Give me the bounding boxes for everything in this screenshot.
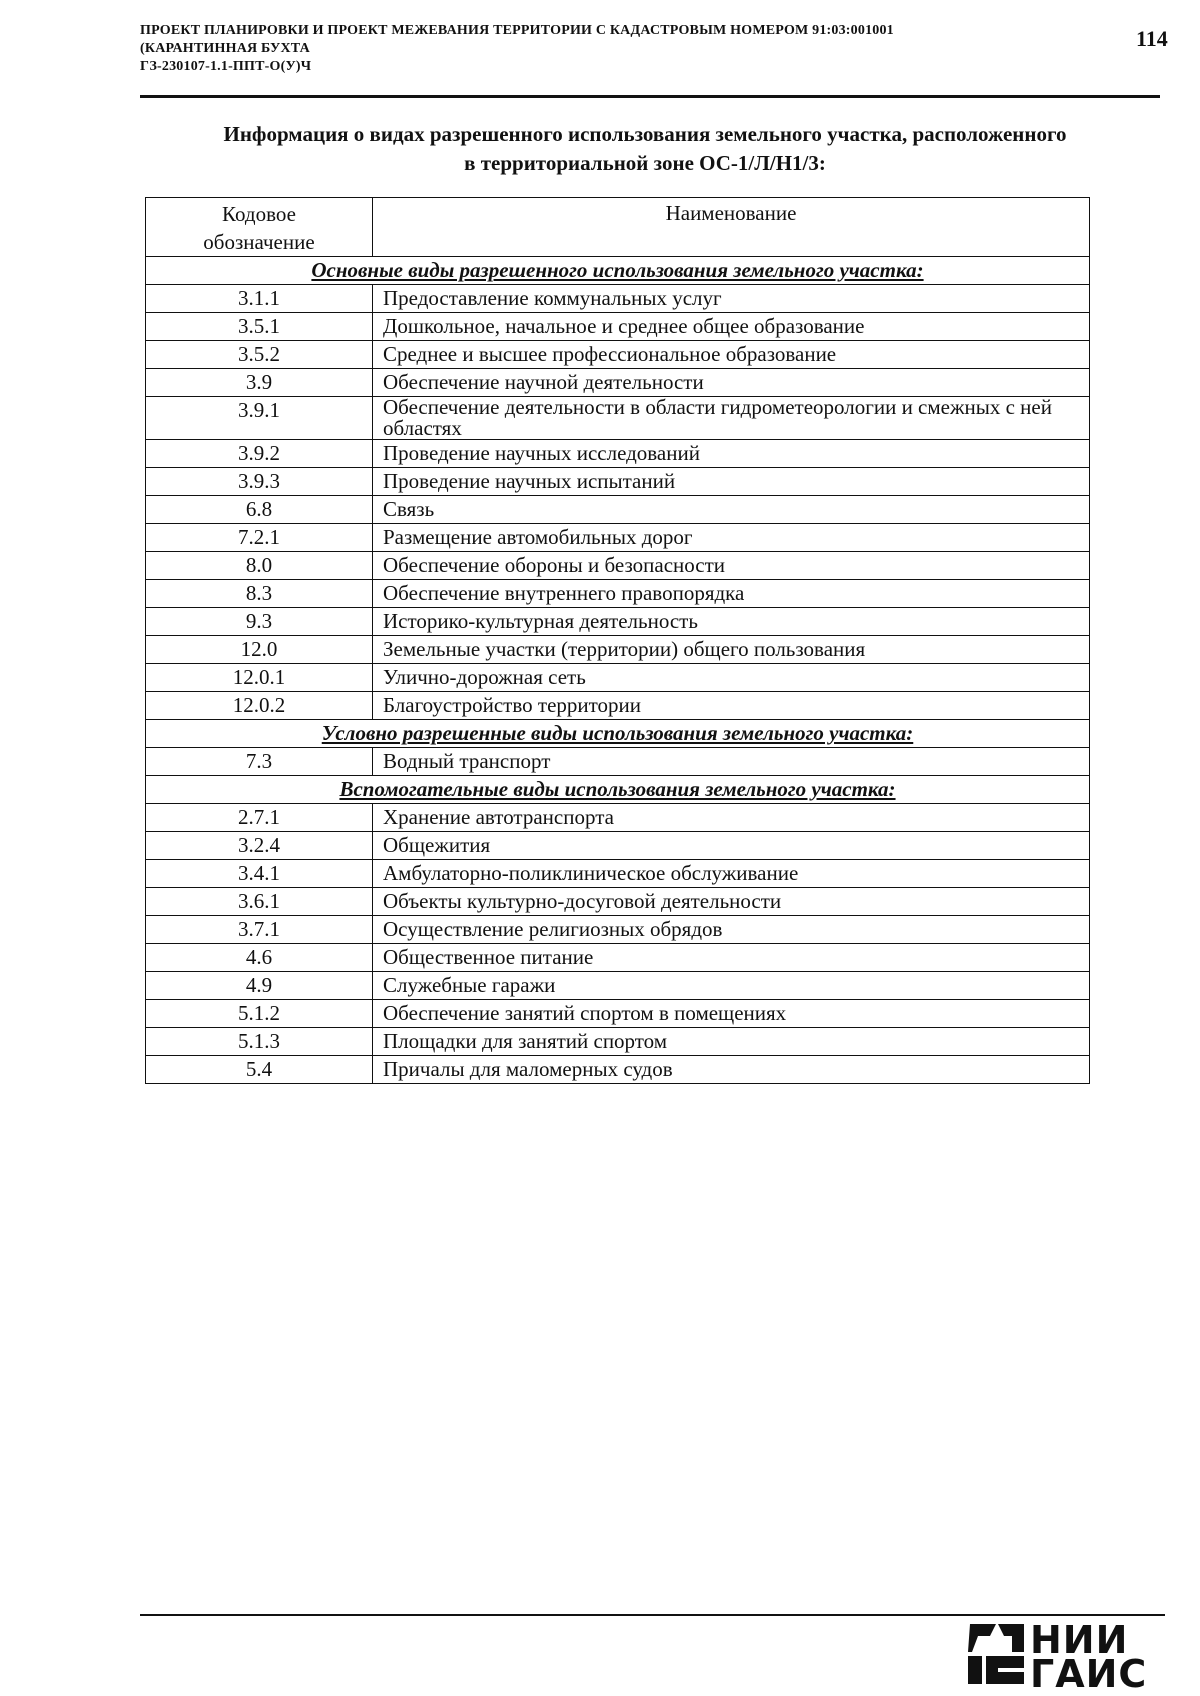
use-code: 3.5.1 (146, 313, 373, 341)
use-code: 4.6 (146, 944, 373, 972)
table-row (146, 888, 1090, 916)
use-code: 5.1.2 (146, 1000, 373, 1028)
table-row (146, 608, 1090, 636)
table-row (146, 1028, 1090, 1056)
table-row (146, 496, 1090, 524)
page-number: 114 (1136, 26, 1168, 51)
use-name: Осуществление религиозных обрядов (373, 916, 1090, 944)
table-row (146, 440, 1090, 468)
table-row (146, 748, 1090, 776)
table-row (146, 313, 1090, 341)
section-auxiliary-uses (146, 776, 1090, 804)
use-name: Общественное питание (373, 944, 1090, 972)
header-project-subtitle: (КАРАНТИННАЯ БУХТА (140, 41, 310, 56)
table-row (146, 916, 1090, 944)
institute-logo-mark (968, 1622, 1026, 1686)
section-conditional-uses-label: Условно разрешенные виды использования земельного участка: (146, 720, 1090, 748)
use-code: 3.9.2 (146, 440, 373, 468)
use-name: Проведение научных исследований (373, 440, 1090, 468)
use-code: 12.0.1 (146, 664, 373, 692)
use-code: 3.9.3 (146, 468, 373, 496)
use-code: 5.1.3 (146, 1028, 373, 1056)
use-name: Благоустройство территории (373, 692, 1090, 720)
use-code: 12.0.2 (146, 692, 373, 720)
table-row (146, 972, 1090, 1000)
use-name: Обеспечение научной деятельности (373, 369, 1090, 397)
use-code: 2.7.1 (146, 804, 373, 832)
table-row (146, 692, 1090, 720)
page-title-line-2: в территориальной зоне ОС-1/Л/Н1/3: (464, 151, 826, 175)
table-row (146, 468, 1090, 496)
use-name: Хранение автотранспорта (373, 804, 1090, 832)
table-row (146, 832, 1090, 860)
footer-divider (140, 1614, 1165, 1616)
section-auxiliary-uses-label: Вспомогательные виды использования земельного участка: (146, 776, 1090, 804)
use-name: Общежития (373, 832, 1090, 860)
page-title (130, 120, 1160, 178)
use-name: Историко-культурная деятельность (373, 608, 1090, 636)
table-row (146, 804, 1090, 832)
use-name: Связь (373, 496, 1090, 524)
use-name: Среднее и высшее профессиональное образование (373, 341, 1090, 369)
use-code: 3.9 (146, 369, 373, 397)
table-row (146, 524, 1090, 552)
column-header-code-line-1: Кодовое (222, 202, 296, 226)
use-code: 5.4 (146, 1056, 373, 1084)
table-row (146, 860, 1090, 888)
table-row (146, 369, 1090, 397)
logo-text-line-2: ГАИС (1030, 1652, 1148, 1696)
section-conditional-uses (146, 720, 1090, 748)
use-code: 3.7.1 (146, 916, 373, 944)
use-code: 3.2.4 (146, 832, 373, 860)
use-code: 3.6.1 (146, 888, 373, 916)
use-name: Причалы для маломерных судов (373, 1056, 1090, 1084)
document-header (140, 22, 1100, 76)
use-name: Площадки для занятий спортом (373, 1028, 1090, 1056)
use-name: Обеспечение занятий спортом в помещениях (373, 1000, 1090, 1028)
table-header-row (146, 198, 1090, 257)
table-row (146, 944, 1090, 972)
use-name: Дошкольное, начальное и среднее общее образование (373, 313, 1090, 341)
table-row (146, 397, 1090, 440)
use-name: Водный транспорт (373, 748, 1090, 776)
use-name: Служебные гаражи (373, 972, 1090, 1000)
use-code: 12.0 (146, 636, 373, 664)
section-main-uses (146, 257, 1090, 285)
use-code: 6.8 (146, 496, 373, 524)
use-code: 3.5.2 (146, 341, 373, 369)
use-name: Амбулаторно-поликлиническое обслуживание (373, 860, 1090, 888)
table-row (146, 285, 1090, 313)
header-project-title: ПРОЕКТ ПЛАНИРОВКИ И ПРОЕКТ МЕЖЕВАНИЯ ТЕРРИТОРИИ С КАДАСТРОВЫМ НОМЕРОМ 91:03:001001 (140, 23, 894, 38)
use-name: Обеспечение обороны и безопасности (373, 552, 1090, 580)
table-row (146, 636, 1090, 664)
use-name: Предоставление коммунальных услуг (373, 285, 1090, 313)
table-row (146, 580, 1090, 608)
header-divider (140, 95, 1160, 98)
use-code: 4.9 (146, 972, 373, 1000)
use-code: 8.0 (146, 552, 373, 580)
table-row (146, 341, 1090, 369)
header-document-code: ГЗ-230107-1.1-ППТ-О(У)Ч (140, 59, 312, 74)
logo-text-line-1: НИИ (1030, 1618, 1129, 1662)
use-name: Обеспечение деятельности в области гидрометеорологии и смежных с ней областях (373, 397, 1090, 440)
use-name: Улично-дорожная сеть (373, 664, 1090, 692)
use-name: Земельные участки (территории) общего пользования (373, 636, 1090, 664)
table-row (146, 1000, 1090, 1028)
use-code: 7.2.1 (146, 524, 373, 552)
section-main-uses-label: Основные виды разрешенного использования земельного участка: (146, 257, 1090, 285)
column-header-name: Наименование (373, 198, 1090, 257)
table-row (146, 552, 1090, 580)
page-title-line-1: Информация о видах разрешенного использования земельного участка, расположенного (223, 122, 1067, 146)
use-name: Размещение автомобильных дорог (373, 524, 1090, 552)
use-code: 8.3 (146, 580, 373, 608)
use-code: 3.4.1 (146, 860, 373, 888)
use-name: Обеспечение внутреннего правопорядка (373, 580, 1090, 608)
use-name: Объекты культурно-досуговой деятельности (373, 888, 1090, 916)
use-code: 3.1.1 (146, 285, 373, 313)
use-code: 3.9.1 (146, 397, 373, 440)
column-header-code (146, 198, 373, 257)
land-use-table (145, 197, 1090, 1084)
use-name: Проведение научных испытаний (373, 468, 1090, 496)
column-header-code-line-2: обозначение (203, 230, 315, 254)
table-row (146, 664, 1090, 692)
use-code: 7.3 (146, 748, 373, 776)
use-code: 9.3 (146, 608, 373, 636)
table-row (146, 1056, 1090, 1084)
